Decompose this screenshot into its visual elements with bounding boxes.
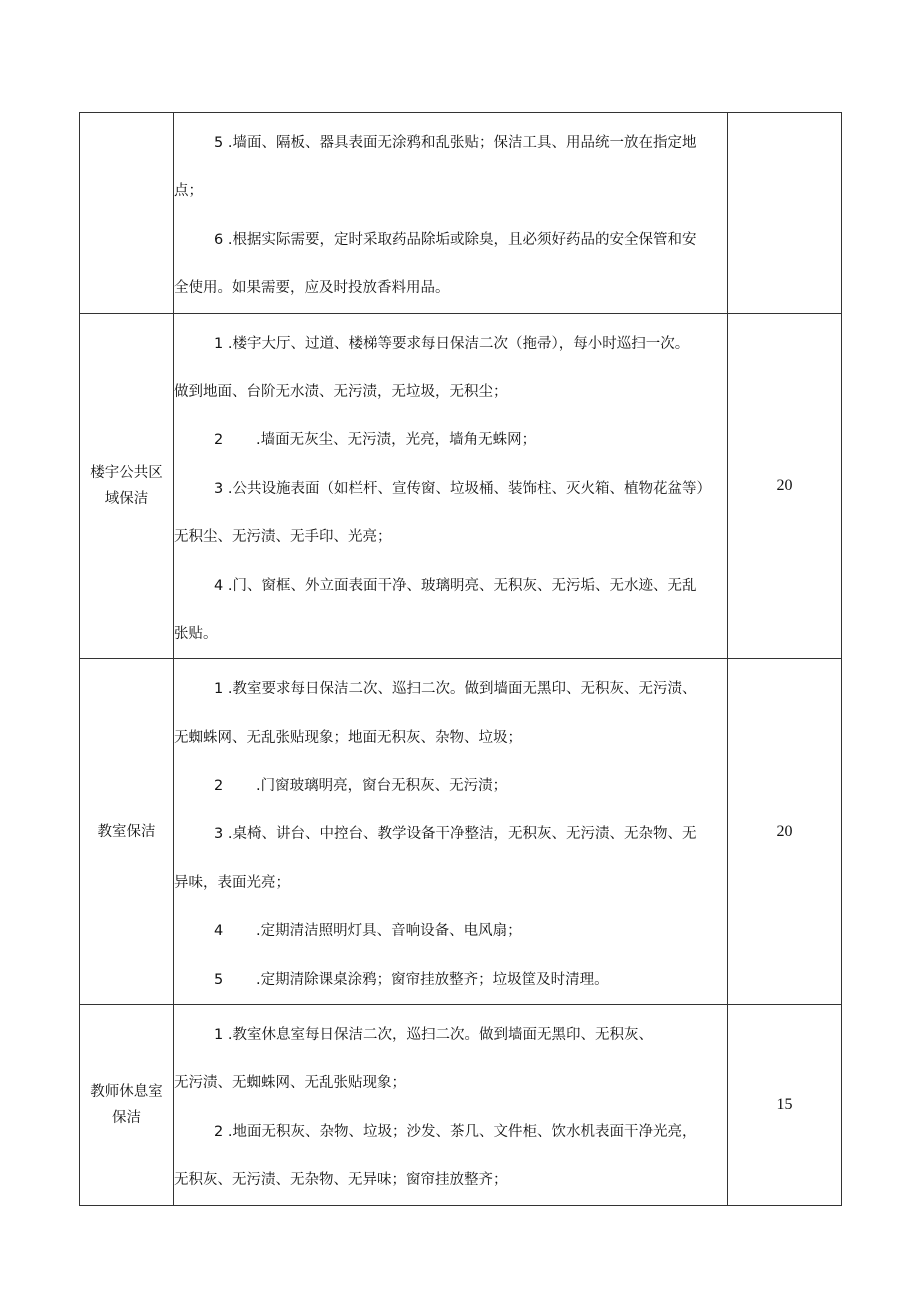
requirement-line: 张贴。 xyxy=(174,625,218,642)
requirements-cell xyxy=(174,313,728,659)
category-cell: 楼宇公共区域保洁 xyxy=(80,313,174,659)
category-cell: 教室保洁 xyxy=(80,659,174,1005)
requirement-line: 1 .教室休息室每日保洁二次，巡扫二次。做到墙面无黑印、无积灰、 xyxy=(214,1027,653,1044)
requirement-line: 无积尘、无污渍、无手印、光亮； xyxy=(174,529,392,546)
requirement-line: 全使用。如果需要，应及时投放香料用品。 xyxy=(174,280,450,297)
table-row xyxy=(80,659,842,1005)
score-cell xyxy=(728,113,842,314)
requirement-line: 4 .门、窗框、外立面表面干净、玻璃明亮、无积灰、无污垢、无水迹、无乱 xyxy=(214,577,697,594)
requirement-line: 5 .墙面、隔板、器具表面无涂鸦和乱张贴；保洁工具、用品统一放在指定地 xyxy=(214,135,697,151)
requirement-line: 3 .公共设施表面（如栏杆、宣传窗、垃圾桶、装饰柱、灭火箱、植物花盆等） xyxy=(214,480,711,497)
requirement-line: 2 .地面无积灰、杂物、垃圾；沙发、茶几、文件柜、饮水机表面干净光亮， xyxy=(214,1123,697,1140)
requirement-line: 3 .桌椅、讲台、中控台、教学设备干净整洁，无积灰、无污渍、无杂物、无 xyxy=(214,826,697,843)
item-text: .定期清除课桌涂鸦；窗帘挂放整齐；垃圾筐及时清理。 xyxy=(256,971,609,988)
requirement-line: 6 .根据实际需要，定时采取药品除垢或除臭，且必须好药品的安全保管和安 xyxy=(214,231,697,248)
requirement-line: 点； xyxy=(174,183,203,200)
requirement-line xyxy=(174,416,727,464)
item-number: 4 xyxy=(214,923,224,940)
cleaning-standards-table xyxy=(79,112,842,1206)
score-cell: 20 xyxy=(728,313,842,659)
requirements-cell xyxy=(174,113,728,314)
category-cell: 教师休息室保洁 xyxy=(80,1005,174,1206)
item-text: .门窗玻璃明亮，窗台无积灰、无污渍； xyxy=(256,778,508,795)
requirement-line xyxy=(174,956,727,1004)
requirement-line: 无污渍、无蜘蛛网、无乱张贴现象； xyxy=(174,1075,406,1092)
item-text: .墙面无灰尘、无污渍，光亮，墙角无蛛网； xyxy=(256,432,537,449)
requirement-line: 1 .楼宇大厅、过道、楼梯等要求每日保洁二次（拖帚），每小时巡扫一次。 xyxy=(214,335,690,352)
item-number: 5 xyxy=(214,971,224,988)
requirement-line: 无蜘蛛网、无乱张贴现象；地面无积灰、杂物、垃圾； xyxy=(174,729,522,746)
requirement-line: 做到地面、台阶无水渍、无污渍，无垃圾，无积尘； xyxy=(174,383,508,400)
score-cell: 20 xyxy=(728,659,842,1005)
requirements-cell xyxy=(174,1005,728,1206)
table-row xyxy=(80,1005,842,1206)
item-number: 2 xyxy=(214,778,224,795)
requirement-line xyxy=(174,907,727,955)
item-number: 2 xyxy=(214,432,224,449)
item-text: .定期清洁照明灯具、音响设备、电风扇； xyxy=(256,923,522,940)
table-row xyxy=(80,313,842,659)
requirement-line: 1 .教室要求每日保洁二次、巡扫二次。做到墙面无黑印、无积灰、无污渍、 xyxy=(214,681,697,698)
requirement-line xyxy=(174,762,727,810)
requirement-line: 异味，表面光亮； xyxy=(174,874,290,891)
requirement-line: 无积灰、无污渍、无杂物、无异味；窗帘挂放整齐； xyxy=(174,1172,508,1189)
table-row xyxy=(80,113,842,314)
requirements-cell xyxy=(174,659,728,1005)
category-cell xyxy=(80,113,174,314)
score-cell: 15 xyxy=(728,1005,842,1206)
